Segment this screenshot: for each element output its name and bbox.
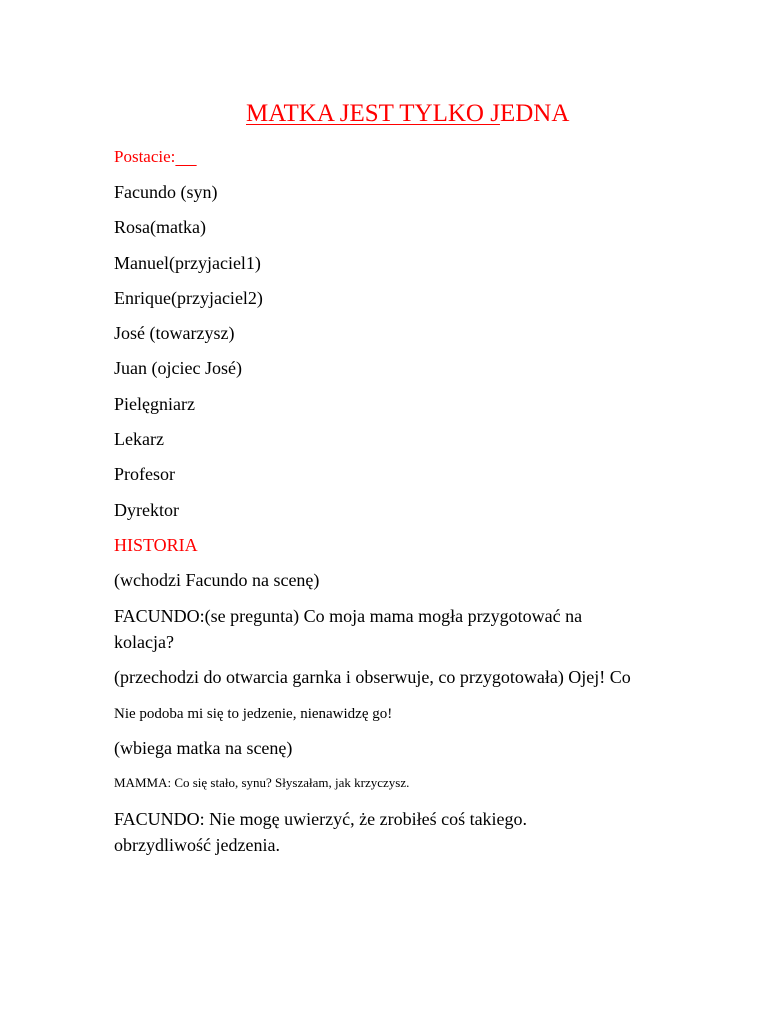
script-line: Nie podoba mi się to jedzenie, nienawidzę go! xyxy=(114,706,393,722)
script-line: (wbiega matka na scenę) xyxy=(114,738,293,758)
character-item: Lekarz xyxy=(114,429,164,449)
character-item: Manuel(przyjaciel1) xyxy=(114,253,261,273)
document-title-rest: EDNA xyxy=(499,100,570,127)
character-item: Facundo (syn) xyxy=(114,182,218,202)
character-item: Dyrektor xyxy=(114,500,179,520)
document-title-underlined: MATKA JEST TYLKO J xyxy=(246,100,500,127)
character-item: José (towarzysz) xyxy=(114,323,235,343)
characters-heading-underline xyxy=(175,147,196,166)
script-line: obrzydliwość jedzenia. xyxy=(114,835,280,855)
story-heading: HISTORIA xyxy=(114,535,198,555)
script-line: (przechodzi do otwarcia garnka i obserwuje, co przygotowała) Ojej! Co xyxy=(114,667,631,687)
character-item: Pielęgniarz xyxy=(114,394,195,414)
characters-heading xyxy=(114,144,197,170)
characters-heading-label: Postacie: xyxy=(114,147,176,166)
script-line: FACUNDO: Nie mogę uwierzyć, że zrobiłeś coś takiego. xyxy=(114,809,528,829)
character-item: Rosa(matka) xyxy=(114,217,206,237)
script-line: (wchodzi Facundo na scenę) xyxy=(114,570,320,590)
character-item: Enrique(przyjaciel2) xyxy=(114,288,263,308)
script-line: FACUNDO:(se pregunta) Co moja mama mogła przygotować na xyxy=(114,606,583,626)
character-item: Juan (ojciec José) xyxy=(114,358,242,378)
character-item: Profesor xyxy=(114,464,175,484)
script-line: MAMMA: Co się stało, synu? Słyszałam, jak krzyczysz. xyxy=(114,775,410,790)
script-line: kolacja? xyxy=(114,632,174,652)
document-title xyxy=(246,99,569,129)
